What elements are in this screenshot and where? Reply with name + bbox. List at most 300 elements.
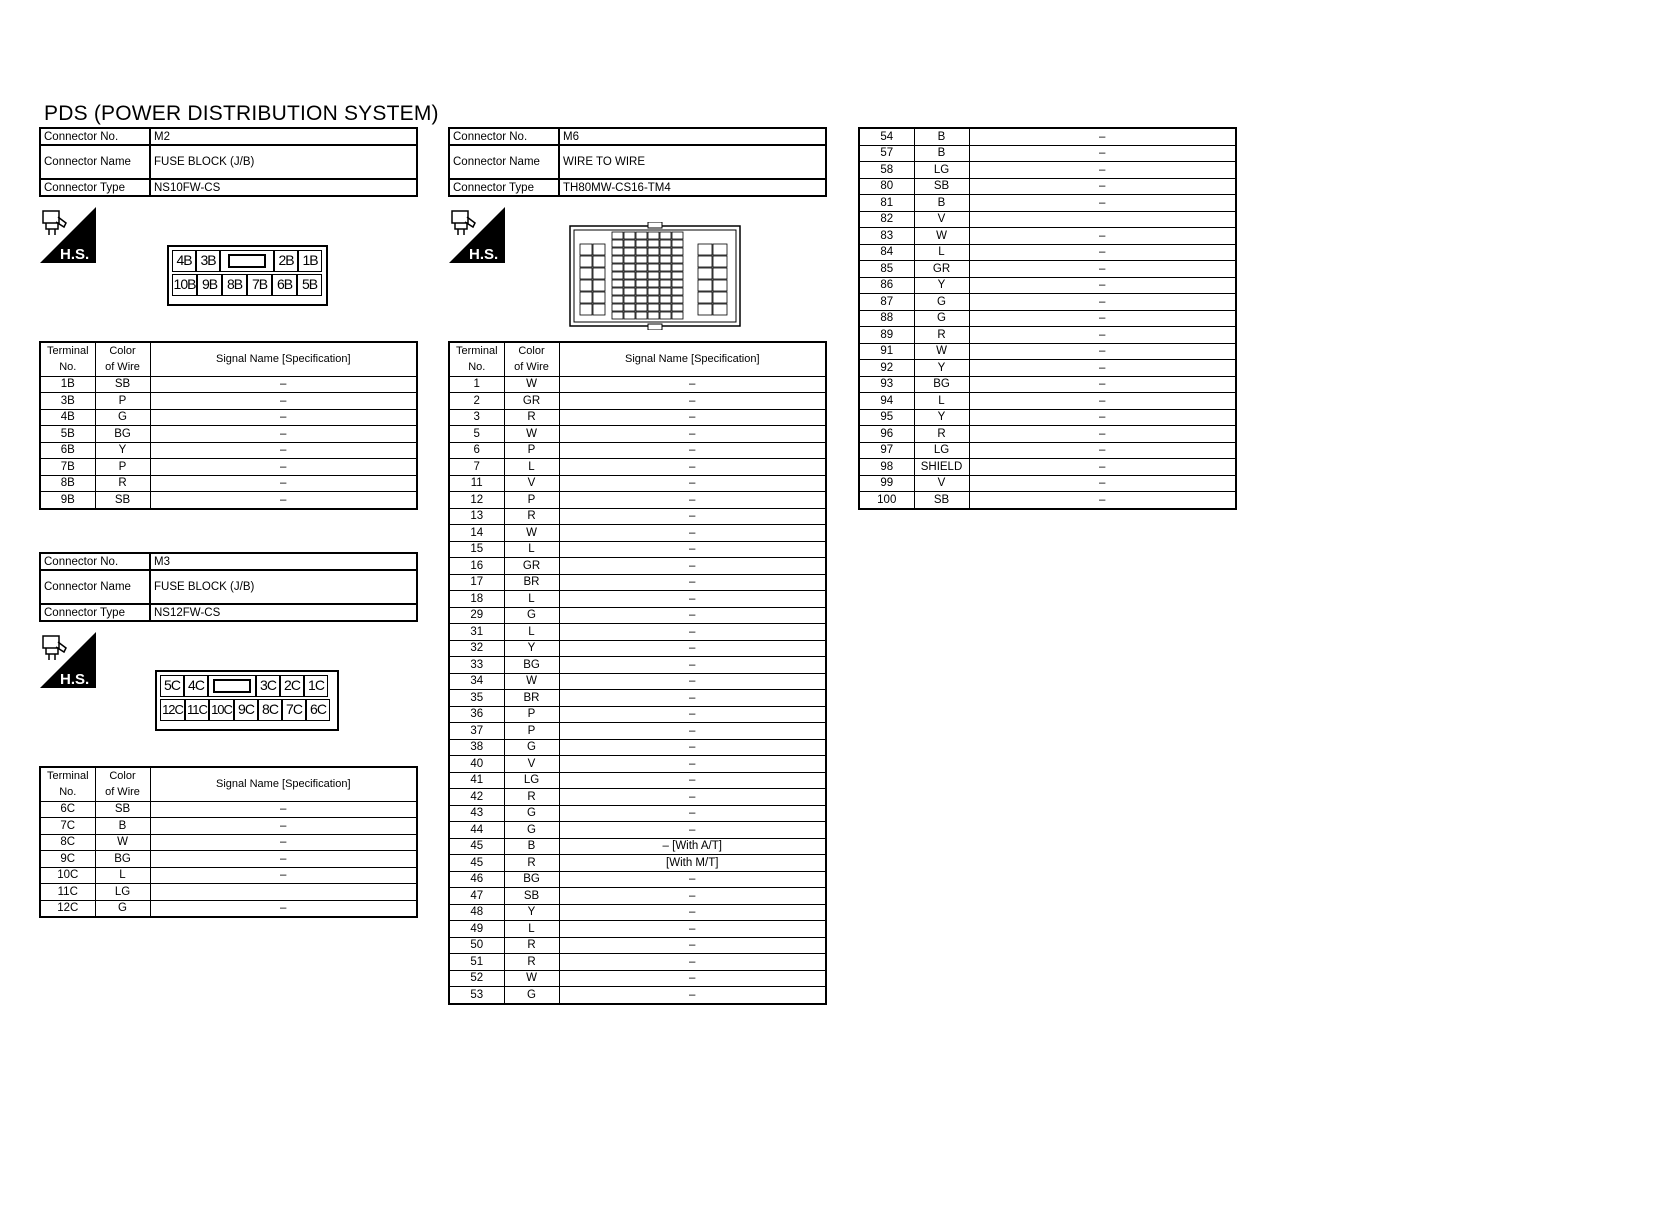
pin-cavity: [580, 304, 592, 315]
wire-color-cell: LG: [504, 772, 559, 789]
table-row: [449, 376, 826, 393]
signal-cell: –: [150, 376, 417, 393]
connector-no-value: M6: [559, 128, 826, 145]
terminal-cell: 42: [449, 789, 504, 806]
pin-cell: 10C: [209, 699, 234, 721]
wire-color-cell: V: [504, 475, 559, 492]
wire-color-cell: Y: [504, 640, 559, 657]
signal-cell: [969, 211, 1236, 228]
pin-cavity: [612, 296, 623, 303]
signal-cell: – [With A/T]: [559, 838, 826, 855]
terminal-cell: 53: [449, 987, 504, 1004]
table-row: [859, 475, 1236, 492]
wire-color-cell: G: [504, 805, 559, 822]
signal-cell: –: [559, 426, 826, 443]
terminal-cell: 6: [449, 442, 504, 459]
pin-cavity: [713, 268, 727, 279]
signal-cell: –: [150, 409, 417, 426]
terminal-cell: 17: [449, 574, 504, 591]
wire-color-cell: Y: [914, 409, 969, 426]
connector-type-label: Connector Type: [449, 179, 559, 196]
terminal-cell: 81: [859, 195, 914, 212]
pin-cavity: [713, 244, 727, 255]
table-row: [859, 145, 1236, 162]
terminal-cell: 99: [859, 475, 914, 492]
terminal-cell: 33: [449, 657, 504, 674]
table-row: [40, 442, 417, 459]
table-row: [40, 492, 417, 509]
terminal-cell: 89: [859, 327, 914, 344]
connector-name-value: WIRE TO WIRE: [559, 145, 826, 179]
pin-cavity: [660, 256, 671, 263]
signal-cell: –: [559, 690, 826, 707]
table-row: [859, 376, 1236, 393]
table-row: [449, 871, 826, 888]
table-row: [449, 574, 826, 591]
pin-cavity: [580, 292, 592, 303]
terminal-cell: 35: [449, 690, 504, 707]
connector-info-m6: [448, 127, 827, 197]
terminal-cell: 9B: [40, 492, 95, 509]
terminal-cell: 87: [859, 294, 914, 311]
terminal-cell: 7: [449, 459, 504, 476]
connector-name-value: FUSE BLOCK (J/B): [150, 570, 417, 604]
wire-color-cell: BG: [95, 426, 150, 443]
pin-cavity: [593, 304, 605, 315]
table-row: [449, 954, 826, 971]
pin-cavity: [648, 240, 659, 247]
signal-cell: –: [559, 822, 826, 839]
terminal-cell: 83: [859, 228, 914, 245]
table-row: [449, 805, 826, 822]
signal-cell: –: [150, 867, 417, 884]
pin-cavity: [580, 256, 592, 267]
terminal-cell: 84: [859, 244, 914, 261]
pin-cell: 2B: [274, 250, 298, 272]
pin-cavity: [636, 232, 647, 239]
pin-cavity: [672, 304, 683, 311]
signal-name-header: Signal Name [Specification]: [150, 767, 417, 801]
terminal-cell: 85: [859, 261, 914, 278]
signal-cell: –: [559, 921, 826, 938]
wire-color-cell: G: [95, 900, 150, 917]
signal-cell: –: [969, 327, 1236, 344]
pin-cavity: [593, 280, 605, 291]
table-row: [449, 673, 826, 690]
terminal-cell: 8B: [40, 475, 95, 492]
wire-color-cell: R: [504, 789, 559, 806]
pin-cavity: [672, 280, 683, 287]
signal-cell: –: [559, 739, 826, 756]
terminal-cell: 45: [449, 838, 504, 855]
table-row: [40, 393, 417, 410]
pin-cavity: [660, 240, 671, 247]
signal-cell: –: [150, 475, 417, 492]
pin-cell: 8C: [258, 699, 282, 721]
table-row: [40, 426, 417, 443]
signal-cell: –: [559, 706, 826, 723]
terminal-cell: 51: [449, 954, 504, 971]
wire-color-cell: BG: [95, 851, 150, 868]
signal-cell: –: [559, 970, 826, 987]
wire-color-cell: L: [504, 459, 559, 476]
terminal-cell: 6B: [40, 442, 95, 459]
wire-color-cell: B: [914, 195, 969, 212]
signal-cell: –: [150, 801, 417, 818]
pin-cavity: [648, 304, 659, 311]
terminal-cell: 15: [449, 541, 504, 558]
pin-cell: 6C: [306, 699, 330, 721]
wire-color-cell: L: [504, 591, 559, 608]
terminal-cell: 48: [449, 904, 504, 921]
table-row: [449, 855, 826, 872]
pin-cavity: [593, 268, 605, 279]
wire-color-cell: GR: [504, 558, 559, 575]
terminal-cell: 8C: [40, 834, 95, 851]
wire-color-cell: B: [914, 145, 969, 162]
signal-cell: –: [150, 818, 417, 835]
table-row: [859, 294, 1236, 311]
signal-cell: –: [969, 426, 1236, 443]
pin-cavity: [672, 296, 683, 303]
wire-color-cell: LG: [95, 884, 150, 901]
signal-cell: –: [150, 442, 417, 459]
pin-cavity: [660, 248, 671, 255]
wire-color-cell: G: [95, 409, 150, 426]
wire-color-cell: GR: [914, 261, 969, 278]
table-row: [859, 409, 1236, 426]
wire-color-cell: SB: [95, 801, 150, 818]
table-row: [449, 970, 826, 987]
table-row: [449, 492, 826, 509]
pin-cavity: [648, 296, 659, 303]
signal-cell: –: [559, 508, 826, 525]
terminal-cell: 34: [449, 673, 504, 690]
wire-color-cell: GR: [504, 393, 559, 410]
terminal-cell: 52: [449, 970, 504, 987]
pin-cell: 1C: [304, 675, 328, 697]
signal-cell: –: [969, 475, 1236, 492]
pin-cell: 7B: [247, 274, 272, 296]
connector-no-value: M2: [150, 128, 417, 145]
table-row: [449, 739, 826, 756]
pin-cavity: [648, 256, 659, 263]
table-row: [859, 393, 1236, 410]
table-row: [449, 756, 826, 773]
signal-cell: –: [559, 607, 826, 624]
connector-type-value: NS10FW-CS: [150, 179, 417, 196]
pin-cavity: [672, 248, 683, 255]
terminal-cell: 100: [859, 492, 914, 509]
wire-color-cell: R: [504, 409, 559, 426]
signal-cell: –: [559, 871, 826, 888]
terminal-cell: 11: [449, 475, 504, 492]
table-row: [40, 376, 417, 393]
wire-color-cell: SB: [95, 376, 150, 393]
wire-color-cell: B: [504, 838, 559, 855]
wire-color-cell: L: [914, 244, 969, 261]
signal-cell: –: [559, 673, 826, 690]
signal-cell: –: [559, 591, 826, 608]
table-row: [859, 244, 1236, 261]
pin-cavity: [636, 264, 647, 271]
pin-cell: 4B: [172, 250, 196, 272]
wire-color-cell: SB: [914, 492, 969, 509]
terminal-cell: 95: [859, 409, 914, 426]
pin-cavity: [624, 232, 635, 239]
signal-cell: –: [150, 393, 417, 410]
terminal-cell: 5B: [40, 426, 95, 443]
wire-color-cell: W: [504, 525, 559, 542]
connector-name-label: Connector Name: [40, 570, 150, 604]
hs-label: H.S.: [60, 671, 90, 688]
wire-color-cell: L: [504, 624, 559, 641]
signal-cell: –: [559, 805, 826, 822]
pin-cavity: [672, 288, 683, 295]
terminal-cell: 49: [449, 921, 504, 938]
wire-color-cell: P: [504, 492, 559, 509]
table-row: [449, 921, 826, 938]
table-row: [449, 657, 826, 674]
signal-cell: [150, 884, 417, 901]
pin-cell: 10B: [172, 274, 197, 296]
terminal-cell: 46: [449, 871, 504, 888]
signal-cell: –: [150, 492, 417, 509]
table-row: [449, 409, 826, 426]
pin-cell: 6B: [272, 274, 297, 296]
wire-color-cell: SB: [914, 178, 969, 195]
pin-cavity: [612, 232, 623, 239]
wire-color-cell: P: [95, 393, 150, 410]
table-row: [859, 162, 1236, 179]
pin-cavity: [713, 280, 727, 291]
pin-cavity: [672, 272, 683, 279]
wire-color-cell: R: [95, 475, 150, 492]
table-row: [449, 393, 826, 410]
pin-cavity: [624, 256, 635, 263]
terminal-cell: 12C: [40, 900, 95, 917]
pin-cavity: [660, 272, 671, 279]
pin-cavity: [612, 240, 623, 247]
terminal-table-m2: [39, 341, 418, 510]
signal-cell: –: [559, 558, 826, 575]
terminal-cell: 91: [859, 343, 914, 360]
wire-color-cell: W: [504, 426, 559, 443]
wire-color-cell: L: [914, 393, 969, 410]
signal-cell: –: [969, 459, 1236, 476]
table-row: [859, 195, 1236, 212]
table-row: [449, 822, 826, 839]
wire-color-cell: G: [504, 987, 559, 1004]
wire-color-cell: BR: [504, 574, 559, 591]
wire-color-cell: SB: [95, 492, 150, 509]
table-row: [449, 426, 826, 443]
signal-cell: –: [559, 723, 826, 740]
pin-cell: 5B: [297, 274, 322, 296]
wire-color-cell: G: [504, 739, 559, 756]
connector-info-m3: [39, 552, 418, 622]
pin-cell: 2C: [280, 675, 304, 697]
terminal-table-m3: [39, 766, 418, 918]
signal-cell: –: [150, 459, 417, 476]
terminal-cell: 3: [449, 409, 504, 426]
table-row: [449, 723, 826, 740]
pin-cavity: [624, 240, 635, 247]
pin-cavity: [672, 264, 683, 271]
signal-cell: –: [969, 310, 1236, 327]
signal-cell: –: [969, 128, 1236, 145]
wire-color-cell: L: [504, 541, 559, 558]
connector-latch: [220, 250, 274, 272]
wire-color-cell: BG: [504, 871, 559, 888]
connector-name-label: Connector Name: [449, 145, 559, 179]
terminal-cell: 54: [859, 128, 914, 145]
signal-cell: –: [559, 640, 826, 657]
signal-cell: –: [969, 409, 1236, 426]
signal-cell: –: [559, 492, 826, 509]
pin-cavity: [636, 280, 647, 287]
signal-cell: –: [150, 900, 417, 917]
signal-cell: –: [969, 228, 1236, 245]
pin-cavity: [672, 256, 683, 263]
terminal-cell: 98: [859, 459, 914, 476]
terminal-cell: 2: [449, 393, 504, 410]
terminal-no-header: Terminal No.: [40, 342, 95, 376]
color-header: Color of Wire: [504, 342, 559, 376]
terminal-cell: 9C: [40, 851, 95, 868]
pin-cavity: [624, 272, 635, 279]
table-row: [449, 838, 826, 855]
harness-side-icon: [449, 207, 505, 263]
pin-cavity: [636, 296, 647, 303]
pin-cavity: [580, 280, 592, 291]
pin-cavity: [593, 256, 605, 267]
harness-side-icon: [40, 632, 96, 688]
terminal-cell: 86: [859, 277, 914, 294]
signal-cell: –: [559, 624, 826, 641]
signal-cell: –: [969, 294, 1236, 311]
connector-name-label: Connector Name: [40, 145, 150, 179]
pin-cell: 1B: [298, 250, 322, 272]
pin-cavity: [624, 296, 635, 303]
wire-color-cell: R: [914, 426, 969, 443]
table-row: [40, 409, 417, 426]
hs-label: H.S.: [469, 246, 499, 263]
wire-color-cell: P: [504, 706, 559, 723]
terminal-cell: 12: [449, 492, 504, 509]
pin-cavity: [612, 264, 623, 271]
table-row: [449, 525, 826, 542]
terminal-cell: 82: [859, 211, 914, 228]
table-row: [40, 818, 417, 835]
pin-cell: 5C: [160, 675, 184, 697]
table-row: [859, 128, 1236, 145]
pin-cell: 8B: [222, 274, 247, 296]
signal-cell: –: [969, 393, 1236, 410]
signal-name-header: Signal Name [Specification]: [150, 342, 417, 376]
wire-color-cell: B: [95, 818, 150, 835]
signal-cell: –: [559, 541, 826, 558]
signal-cell: –: [559, 756, 826, 773]
wire-color-cell: Y: [95, 442, 150, 459]
table-row: [40, 475, 417, 492]
wire-color-cell: G: [504, 822, 559, 839]
pin-cavity: [698, 268, 712, 279]
pin-cavity: [593, 292, 605, 303]
signal-cell: –: [559, 409, 826, 426]
table-row: [449, 459, 826, 476]
pin-cavity: [636, 248, 647, 255]
terminal-cell: 97: [859, 442, 914, 459]
terminal-cell: 57: [859, 145, 914, 162]
table-row: [40, 867, 417, 884]
signal-cell: –: [150, 426, 417, 443]
wire-color-cell: W: [95, 834, 150, 851]
terminal-cell: 47: [449, 888, 504, 905]
pin-cavity: [672, 312, 683, 319]
pin-cavity: [660, 232, 671, 239]
connector-no-label: Connector No.: [449, 128, 559, 145]
terminal-no-header: Terminal No.: [449, 342, 504, 376]
connector-type-value: NS12FW-CS: [150, 604, 417, 621]
wire-color-cell: L: [95, 867, 150, 884]
table-row: [449, 772, 826, 789]
wire-color-cell: P: [95, 459, 150, 476]
table-row: [449, 640, 826, 657]
connector-info-m2: [39, 127, 418, 197]
terminal-cell: 1: [449, 376, 504, 393]
signal-cell: –: [969, 492, 1236, 509]
page-title: PDS (POWER DISTRIBUTION SYSTEM): [44, 102, 439, 125]
connector-name-value: FUSE BLOCK (J/B): [150, 145, 417, 179]
signal-cell: –: [969, 261, 1236, 278]
table-row: [40, 851, 417, 868]
wire-color-cell: LG: [914, 442, 969, 459]
table-row: [449, 607, 826, 624]
wire-color-cell: BG: [914, 376, 969, 393]
pin-cell: 3C: [256, 675, 280, 697]
pin-cavity: [660, 280, 671, 287]
table-row: [859, 211, 1236, 228]
pin-cavity: [698, 256, 712, 267]
terminal-cell: 31: [449, 624, 504, 641]
pin-cavity: [698, 292, 712, 303]
table-row: [859, 178, 1236, 195]
pin-cavity: [713, 256, 727, 267]
signal-cell: –: [559, 904, 826, 921]
signal-cell: –: [559, 987, 826, 1004]
terminal-cell: 40: [449, 756, 504, 773]
signal-cell: –: [969, 376, 1236, 393]
pin-cavity: [648, 312, 659, 319]
terminal-cell: 7B: [40, 459, 95, 476]
terminal-cell: 45: [449, 855, 504, 872]
pin-cavity: [648, 280, 659, 287]
wire-color-cell: Y: [914, 360, 969, 377]
signal-cell: –: [969, 162, 1236, 179]
wire-color-cell: Y: [504, 904, 559, 921]
terminal-cell: 38: [449, 739, 504, 756]
terminal-cell: 1B: [40, 376, 95, 393]
pin-cavity: [612, 304, 623, 311]
wire-color-cell: V: [914, 475, 969, 492]
terminal-cell: 41: [449, 772, 504, 789]
terminal-cell: 92: [859, 360, 914, 377]
table-row: [449, 937, 826, 954]
wire-color-cell: B: [914, 128, 969, 145]
terminal-table-m6-continued: [858, 127, 1237, 510]
table-row: [859, 442, 1236, 459]
